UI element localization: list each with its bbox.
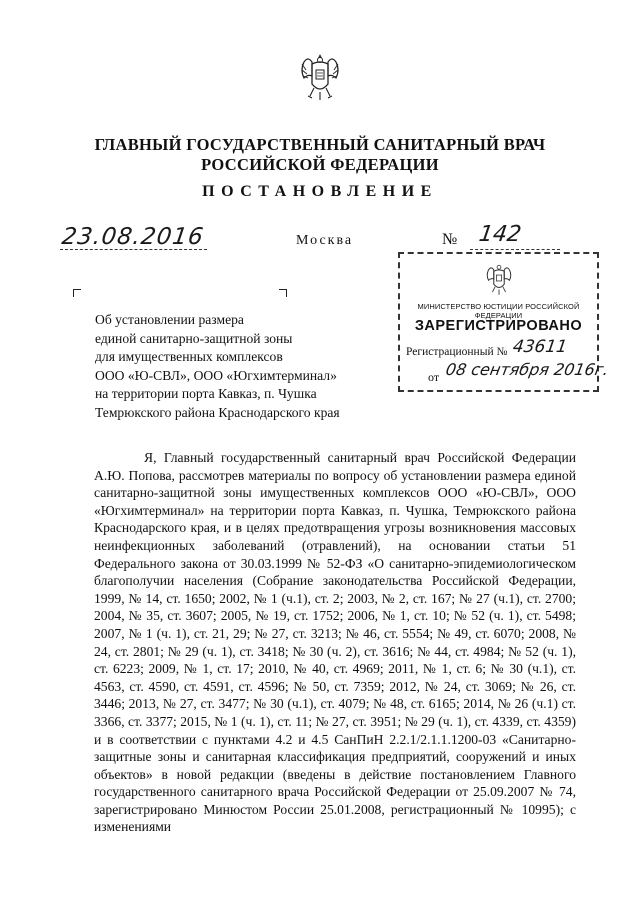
- authority-title: ГЛАВНЫЙ ГОСУДАРСТВЕННЫЙ САНИТАРНЫЙ ВРАЧ: [94, 135, 546, 154]
- subject-corner-right: [279, 289, 287, 297]
- stamp-status: ЗАРЕГИСТРИРОВАНО: [414, 318, 583, 334]
- document-type: ПОСТАНОВЛЕНИЕ: [202, 183, 438, 200]
- stamp-reg-label: Регистрационный №: [406, 346, 508, 358]
- subject-line: единой санитарно-защитной зоны: [95, 330, 293, 346]
- subject-line: для имущественных комплексов: [95, 349, 283, 365]
- document-date: 23.08.2016: [60, 224, 206, 250]
- coat-of-arms-icon: [298, 50, 342, 102]
- date-underline: [60, 249, 207, 250]
- stamp-ministry: МИНИСТЕРСТВО ЮСТИЦИИ РОССИЙСКОЙ ФЕДЕРАЦИИ: [417, 302, 580, 320]
- body-paragraph: Я, Главный государственный санитарный врач Российской Федерации А.Ю. Попова, рассмотрев материалы по вопросу об установлении размера единой санитарно-защитной зоны имущественных комплексов ООО «Ю-СВЛ», ООО «Югхимтерминал» на территории порта Кавказ, п. Чушка, Темрюкского района Краснодарского края, и в целях предотвращения угрозы возникновения массовых неинфекционных заболеваний (отравлений), на основании статьи 51 Федерального закона от 30.03.1999 № 52-ФЗ «О санитарно-эпидемиологическом благополучии населения (Собрание законодательства Российской Федерации, 1999, № 14, ст. 1650; 2002, № 1 (ч.1), ст. 2; 2003, № 2, ст. 167; № 27 (ч.1), ст. 2700; 2004, № 35, ст. 3607; 2005, № 19, ст. 1752; 2006, № 1, ст. 10; № 52 (ч. 1), ст. 5498; 2007, № 1 (ч. 1), ст. 21, 29; № 27, ст. 3213; № 46, ст. 5554; № 49, ст. 6070; 2008, № 24, ст. 2801; № 29 (ч. 1), ст. 3418; № 30 (ч. 2), ст. 3616; № 44, ст. 4984; № 52 (ч. 1), ст. 6223; 2009, № 1, ст. 17; 2010, № 40, ст. 4969; 2011, № 1, ст. 6; № 30 (ч.1), ст. 4563, ст. 4590, ст. 4591, ст. 4596; № 50, ст. 7359; 2012, № 24, ст. 3069; № 26, ст. 3446; 2013, № 27, ст. 3477; № 30 (ч.1), ст. 4079; № 48, ст. 6165; 2014, № 26 (ч.1) ст. 3366, ст. 3377; 2015, № 1 (ч. 1), ст. 11; № 27, ст. 3951; № 29 (ч. 1), ст. 4339, ст. 4359) и в соответствии с пунктами 4.2 и 4.5 СанПиН 2.2.1/2.1.1.1200-03 «Санитарно-защитные зоны и санитарная классификация предприятий, сооружений и иных объектов» в новой редакции (введены в действие постановлением Главного государственного санитарного врача Российской Федерации от 25.09.2007 № 74, зарегистрировано Минюстом России 25.01.2008, регистрационный № 10995); с изменениями: [94, 450, 576, 835]
- subject-block: [95, 311, 395, 423]
- registration-stamp: [398, 252, 611, 392]
- stamp-reg-date: 08 сентября 2016г.: [444, 360, 611, 379]
- subject-line: Темрюкского района Краснодарского края: [95, 404, 340, 420]
- subject-corner-left: [73, 289, 81, 297]
- stamp-from-label: от: [428, 370, 440, 384]
- number-label: №: [442, 231, 458, 248]
- authority-subtitle: РОССИЙСКОЙ ФЕДЕРАЦИИ: [201, 155, 439, 174]
- number-underline: [470, 249, 560, 250]
- subject-line: на территории порта Кавказ, п. Чушка: [95, 386, 317, 402]
- stamp-reg-number: 43611: [511, 337, 569, 357]
- subject-line: Об установлении размера: [95, 312, 244, 327]
- subject-line: ООО «Ю-СВЛ», ООО «Югхимтерминал»: [95, 367, 337, 383]
- stamp-emblem-icon: [484, 262, 514, 296]
- city-label: Москва: [296, 233, 354, 248]
- document-number: 142: [477, 222, 523, 247]
